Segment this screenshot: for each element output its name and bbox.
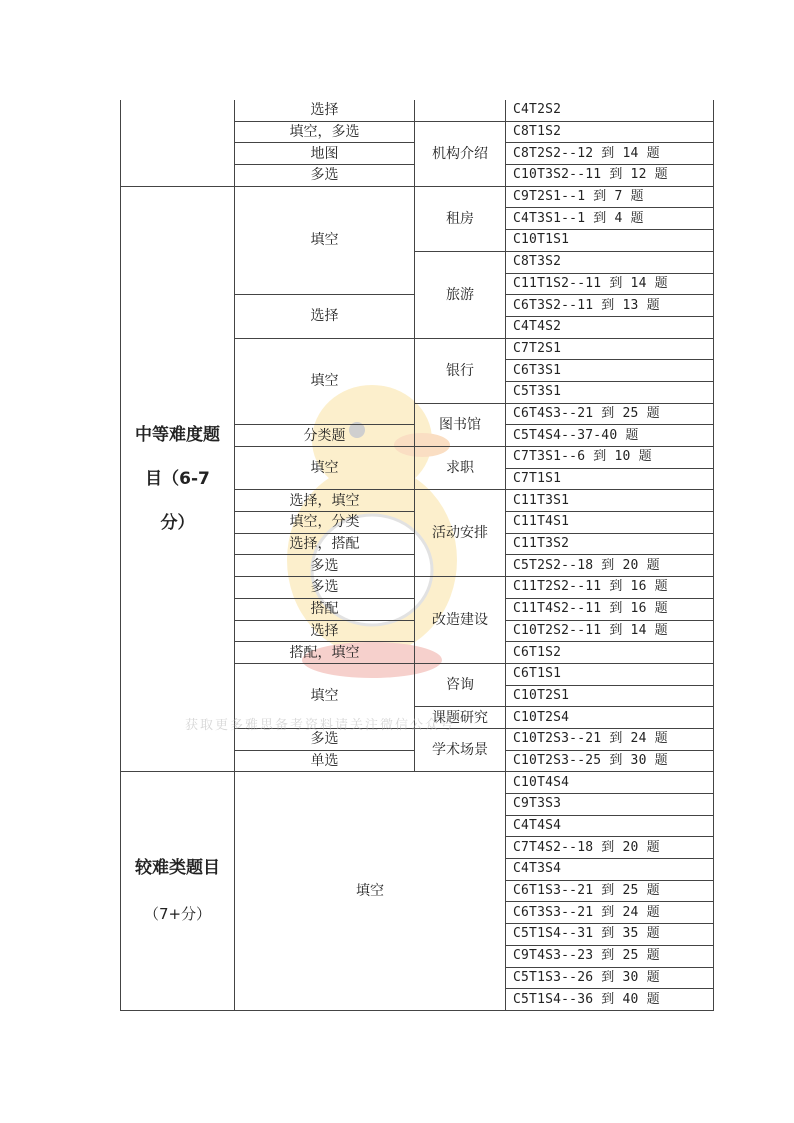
code-cell: C6T4S3--21 到 25 题 (506, 403, 714, 425)
type-cell-hard: 填空 (235, 772, 506, 1011)
table-row (121, 186, 714, 208)
code-cell: C10T2S3--21 到 24 题 (506, 728, 714, 750)
code-cell: C7T4S2--18 到 20 题 (506, 837, 714, 859)
code-cell: C10T3S2--11 到 12 题 (506, 165, 714, 187)
level-hard-line1: 较难类题目 (135, 858, 220, 879)
code-cell: C11T2S2--11 到 16 题 (506, 577, 714, 599)
code-cell: C6T1S1 (506, 663, 714, 685)
type-cell: 选择 (235, 100, 415, 121)
table-row (121, 100, 714, 121)
table-row (121, 772, 714, 794)
topic-cell: 学术场景 (415, 728, 506, 771)
code-cell: C5T3S1 (506, 381, 714, 403)
code-cell: C9T4S3--23 到 25 题 (506, 945, 714, 967)
code-cell: C5T1S4--31 到 35 题 (506, 924, 714, 946)
level-cell-medium (121, 186, 235, 772)
code-cell: C6T3S1 (506, 360, 714, 382)
code-cell: C6T1S3--21 到 25 题 (506, 880, 714, 902)
type-cell: 选择，填空 (235, 490, 415, 512)
level-medium-line3: 分） (160, 513, 195, 534)
code-cell: C11T1S2--11 到 14 题 (506, 273, 714, 295)
topic-cell: 改造建设 (415, 577, 506, 664)
code-cell: C8T2S2--12 到 14 题 (506, 143, 714, 165)
code-cell: C10T1S1 (506, 230, 714, 252)
type-cell: 选择 (235, 295, 415, 338)
type-cell: 多选 (235, 165, 415, 187)
code-cell: C11T3S1 (506, 490, 714, 512)
level-hard-line2: （7+分） (143, 905, 212, 924)
topic-cell-continued (415, 100, 506, 121)
code-cell: C10T2S4 (506, 707, 714, 729)
code-cell: C8T3S2 (506, 251, 714, 273)
watermark-text: 获取更多雅思备考资料请关注微信公众号 (185, 718, 456, 733)
code-cell: C11T4S2--11 到 16 题 (506, 598, 714, 620)
code-cell: C7T1S1 (506, 468, 714, 490)
code-cell: C5T4S4--37-40 题 (506, 425, 714, 447)
type-cell: 填空 (235, 186, 415, 294)
topic-cell: 课题研究 (415, 707, 506, 729)
code-cell: C6T3S3--21 到 24 题 (506, 902, 714, 924)
type-cell: 多选 (235, 728, 415, 750)
code-cell: C10T2S2--11 到 14 题 (506, 620, 714, 642)
level-medium-line2: 目（6-7 (145, 469, 210, 490)
code-cell: C6T3S2--11 到 13 题 (506, 295, 714, 317)
code-cell: C5T1S4--36 到 40 题 (506, 989, 714, 1011)
code-cell: C4T4S2 (506, 316, 714, 338)
code-cell: C11T4S1 (506, 512, 714, 534)
code-cell: C7T3S1--6 到 10 题 (506, 447, 714, 469)
type-cell: 选择，搭配 (235, 533, 415, 555)
level-medium-line1: 中等难度题 (135, 425, 220, 446)
type-cell: 地图 (235, 143, 415, 165)
type-cell: 搭配，填空 (235, 642, 415, 664)
type-cell: 填空，多选 (235, 121, 415, 143)
topic-cell: 租房 (415, 186, 506, 251)
study-plan-table (120, 100, 713, 1008)
code-cell: C11T3S2 (506, 533, 714, 555)
topic-cell: 活动安排 (415, 490, 506, 577)
code-cell: C6T1S2 (506, 642, 714, 664)
code-cell: C4T2S2 (506, 100, 714, 121)
code-cell: C5T1S3--26 到 30 题 (506, 967, 714, 989)
topic-cell: 银行 (415, 338, 506, 403)
type-cell: 填空 (235, 447, 415, 490)
type-cell: 搭配 (235, 598, 415, 620)
code-cell: C4T4S4 (506, 815, 714, 837)
topic-cell: 咨询 (415, 663, 506, 706)
code-cell: C8T1S2 (506, 121, 714, 143)
topic-cell: 图书馆 (415, 403, 506, 446)
type-cell: 填空 (235, 663, 415, 728)
topic-cell: 求职 (415, 447, 506, 490)
code-cell: C10T4S4 (506, 772, 714, 794)
code-cell: C7T2S1 (506, 338, 714, 360)
type-cell: 填空 (235, 338, 415, 425)
level-cell-hard (121, 772, 235, 1011)
type-cell: 分类题 (235, 425, 415, 447)
code-cell: C9T3S3 (506, 794, 714, 816)
code-cell: C4T3S4 (506, 859, 714, 881)
code-cell: C10T2S3--25 到 30 题 (506, 750, 714, 772)
type-cell: 多选 (235, 577, 415, 599)
topic-cell: 旅游 (415, 251, 506, 338)
code-cell: C10T2S1 (506, 685, 714, 707)
type-cell: 多选 (235, 555, 415, 577)
type-cell: 填空，分类 (235, 512, 415, 534)
code-cell: C5T2S2--18 到 20 题 (506, 555, 714, 577)
type-cell: 选择 (235, 620, 415, 642)
level-cell-continued (121, 100, 235, 186)
code-cell: C4T3S1--1 到 4 题 (506, 208, 714, 230)
code-cell: C9T2S1--1 到 7 题 (506, 186, 714, 208)
type-cell: 单选 (235, 750, 415, 772)
topic-cell: 机构介绍 (415, 121, 506, 186)
